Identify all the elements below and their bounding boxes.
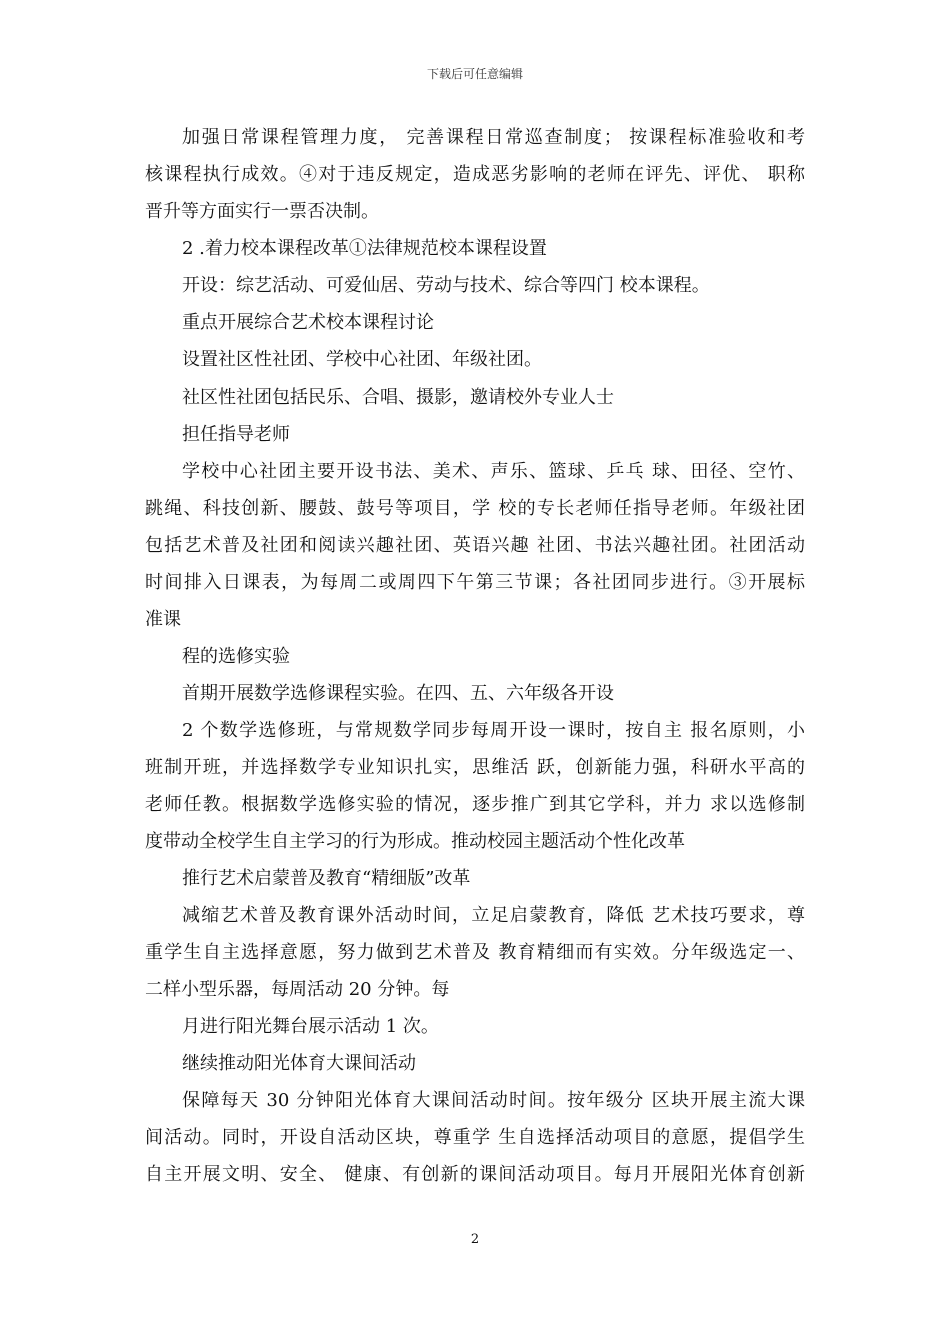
paragraph-line: 学校中心社团主要开设书法、美术、声乐、篮球、乒乓 球、田径、空竹、 — [182, 461, 805, 482]
paragraph-line: 包括艺术普及社团和阅读兴趣社团、英语兴趣 社团、书法兴趣社团。社团活动 — [145, 535, 805, 556]
paragraph-line: 间活动。同时，开设自活动区块，尊重学 生自选择活动项目的意愿，提倡学生 — [145, 1127, 805, 1148]
paragraph-line: 自主开展文明、安全、 健康、有创新的课间活动项目。每月开展阳光体育创新 — [145, 1164, 805, 1185]
paragraph-line: 加强日常课程管理力度， 完善课程日常巡查制度； 按课程标准验收和考 — [182, 127, 805, 148]
paragraph-line: 重学生自主选择意愿，努力做到艺术普及 教育精细而有实效。分年级选定一、 — [145, 942, 805, 963]
paragraph-line: 重点开展综合艺术校本课程讨论 — [182, 312, 434, 333]
paragraph-line: 推行艺术启蒙普及教育“精细版”改革 — [182, 868, 471, 889]
paragraph-line: 程的选修实验 — [182, 646, 290, 667]
paragraph-line: 首期开展数学选修课程实验。在四、五、六年级各开设 — [182, 683, 614, 704]
paragraph-line: 准课 — [145, 609, 181, 630]
paragraph-line: 开设：综艺活动、可爱仙居、劳动与技术、综合等四门 校本课程。 — [182, 275, 710, 296]
paragraph-line: 2 .着力校本课程改革①法律规范校本课程设置 — [182, 238, 547, 259]
page-header: 下载后可任意编辑 — [426, 67, 523, 81]
paragraph-line: 保障每天 30 分钟阳光体育大课间活动时间。按年级分 区块开展主流大课 — [182, 1090, 805, 1111]
paragraph-line: 老师任教。根据数学选修实验的情况，逐步推广到其它学科，并力 求以选修制 — [145, 794, 805, 815]
paragraph-line: 继续推动阳光体育大课间活动 — [182, 1053, 416, 1074]
paragraph-line: 2 个数学选修班，与常规数学同步每周开设一课时，按自主 报名原则，小 — [182, 720, 805, 741]
paragraph-line: 月进行阳光舞台展示活动 1 次。 — [182, 1016, 439, 1037]
paragraph-line: 度带动全校学生自主学习的行为形成。推动校园主题活动个性化改革 — [145, 831, 685, 852]
paragraph-line: 设置社区性社团、学校中心社团、年级社团。 — [182, 349, 542, 370]
paragraph-line: 减缩艺术普及教育课外活动时间，立足启蒙教育，降低 艺术技巧要求，尊 — [182, 905, 805, 926]
paragraph-line: 跳绳、科技创新、腰鼓、鼓号等项目，学 校的专长老师任指导老师。年级社团 — [145, 498, 805, 519]
paragraph-line: 核课程执行成效。④对于违反规定，造成恶劣影响的老师在评先、评优、 职称 — [145, 164, 805, 185]
page-number: 2 — [470, 1232, 480, 1247]
paragraph-line: 二样小型乐器，每周活动 20 分钟。每 — [145, 979, 450, 1000]
paragraph-line: 担任指导老师 — [182, 424, 290, 445]
paragraph-line: 晋升等方面实行一票否决制。 — [145, 201, 379, 222]
paragraph-line: 时间排入日课表，为每周二或周四下午第三节课；各社团同步进行。③开展标 — [145, 572, 805, 593]
paragraph-line: 社区性社团包括民乐、合唱、摄影，邀请校外专业人士 — [182, 387, 614, 408]
paragraph-line: 班制开班，并选择数学专业知识扎实，思维活 跃，创新能力强，科研水平高的 — [145, 757, 805, 778]
